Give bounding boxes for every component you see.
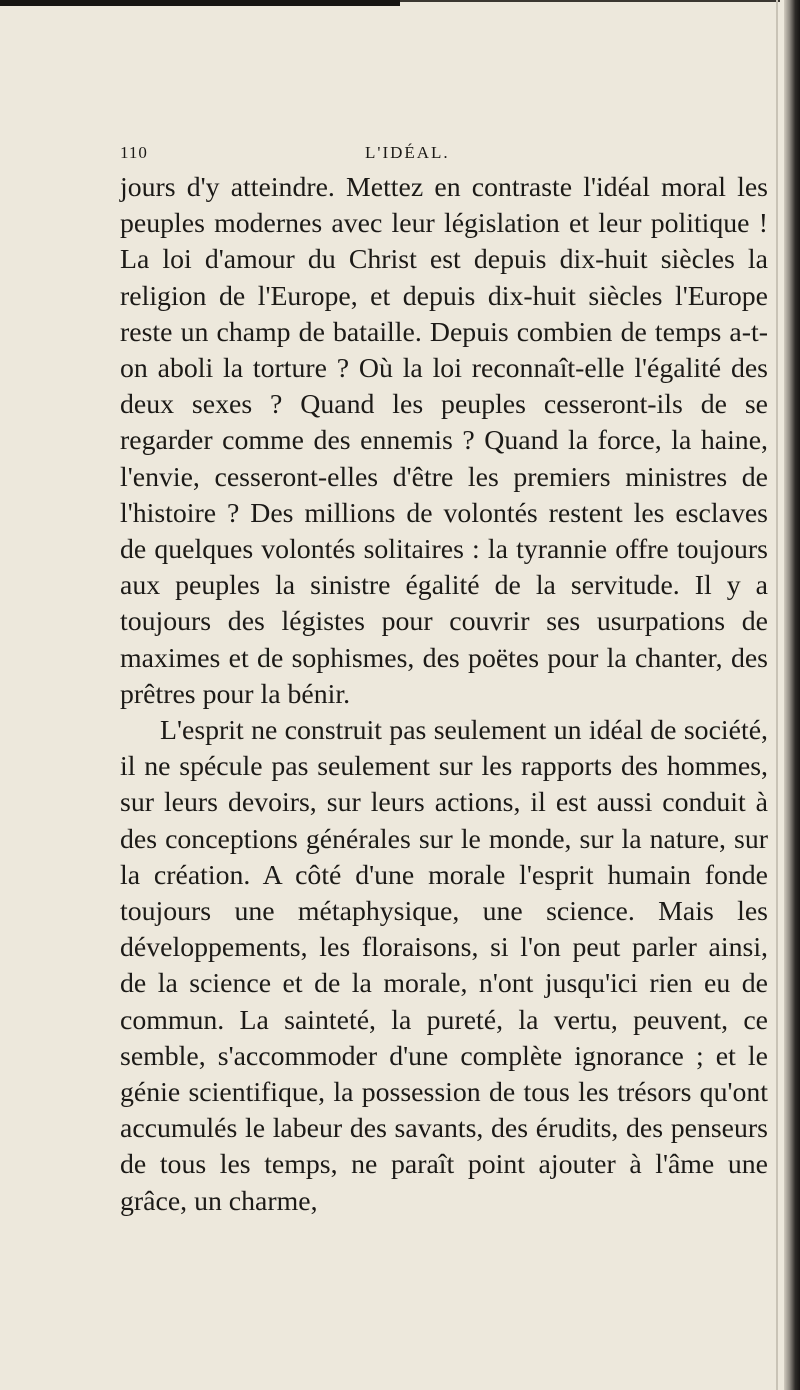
page-binding-edge xyxy=(784,0,800,1390)
running-title: L'IDÉAL. xyxy=(365,143,450,162)
page-number: 110 xyxy=(120,143,148,162)
top-border-thin-rule xyxy=(400,0,780,2)
body-text xyxy=(120,170,768,1220)
paragraph-1: jours d'y atteindre. Mettez en contraste l'idéal moral les peuples modernes avec leur législation et leur politique ! La loi d'amour du Christ est depuis dix-huit siècles la religion de l'Europe, et depuis dix-huit siècles l'Europe reste un champ de bataille. Depuis combien de temps a-t-on aboli la torture ? Où la loi reconnaît-elle l'égalité des deux sexes ? Quand les peuples cesseront-ils de se regarder comme des ennemis ? Quand la force, la haine, l'envie, cesseront-elles d'être les premiers ministres de l'histoire ? Des millions de volontés restent les esclaves de quelques volontés solitaires : la tyrannie offre toujours aux peuples la sinistre égalité de la servitude. Il y a toujours des légistes pour couvrir ses usurpations de maximes et de sophismes, des poëtes pour la chanter, des prêtres pour la bénir. xyxy=(120,172,768,710)
running-head xyxy=(120,143,775,167)
top-border-rule xyxy=(0,0,400,6)
page-edge-line xyxy=(776,0,778,1390)
paragraph-2: L'esprit ne construit pas seulement un idéal de société, il ne spécule pas seulement sur les rapports des hommes, sur leurs devoirs, sur leurs actions, il est aussi conduit à des conceptions générales sur le monde, sur la nature, sur la création. A côté d'une morale l'esprit humain fonde toujours une métaphysique, une science. Mais les développements, les floraisons, si l'on peut parler ainsi, de la science et de la morale, n'ont jusqu'ici rien eu de commun. La sainteté, la pureté, la vertu, peuvent, ce semble, s'accommoder d'une complète ignorance ; et le génie scientifique, la possession de tous les trésors qu'ont accumulés le labeur des savants, des érudits, des penseurs de tous les temps, ne paraît point ajouter à l'âme une grâce, un charme, xyxy=(120,715,768,1217)
